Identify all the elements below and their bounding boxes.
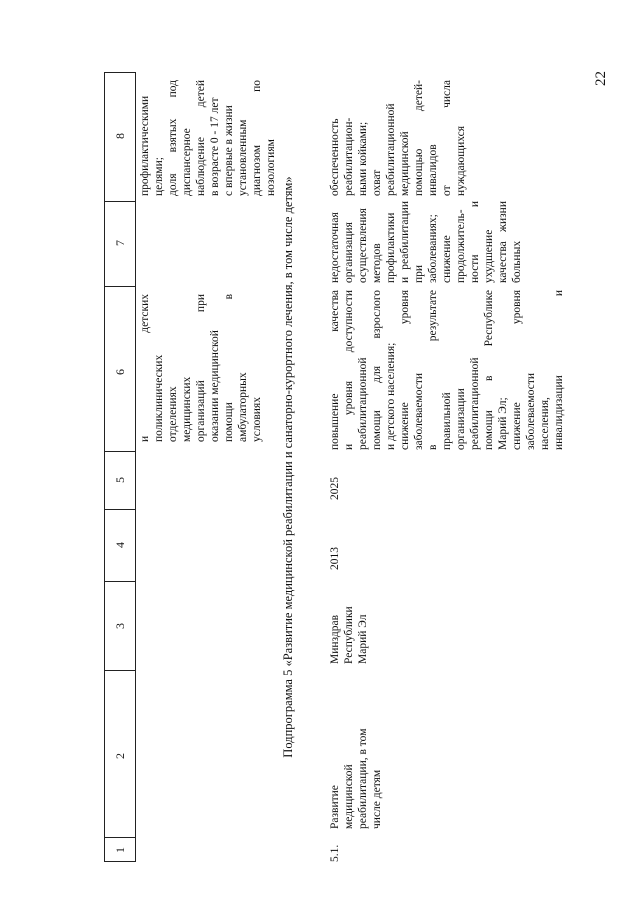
- consequences: недостаточная организация осуществления методов профилактики и реабилитации при заболеваниях; снижение продолжитель- ности и ухудшение качества жизни больных: [329, 201, 523, 283]
- page-number: 22: [593, 71, 609, 86]
- col-number-8: 8: [113, 133, 127, 139]
- col-number-1: 1: [113, 847, 127, 853]
- col-number-4: 4: [113, 542, 127, 548]
- table-header-row: [104, 72, 136, 862]
- subprogram-title: Подпрограмма 5 «Развитие медицинской реабилитации и санаторно-курортного лечения, в том числе детям»: [281, 176, 295, 758]
- measure-name: Развитие медицинской реабилитации, в том числе детям: [329, 728, 383, 829]
- rotated-table: [104, 72, 624, 862]
- executor: Минздрав Республики Марий Эл: [329, 606, 369, 664]
- continuation-col6: и детских поликлинических отделениях медицинских организаций при оказании медицинской помощи в амбулаторных условиях: [139, 294, 263, 442]
- col-number-3: 3: [113, 623, 127, 629]
- col-number-6: 6: [113, 369, 127, 375]
- col-number-5: 5: [113, 477, 127, 483]
- continuation-col8: профилактическими целями; доля взятых под диспансерное наблюдение детей в возрасте 0 - 17 лет с впервые в жизни установленным диагнозом по нозологиям: [139, 80, 277, 196]
- col-number-7: 7: [113, 240, 127, 246]
- indicators: обеспеченность реабилитацион- ными койками; охват реабилитационной медицинской помощью детей- инвалидов от числа нуждающихся: [329, 80, 467, 196]
- col-number-2: 2: [113, 753, 127, 759]
- row-number: 5.1.: [329, 844, 341, 862]
- expected-result: повышение качества и уровня доступности реабилитационной помощи для взрослого и детского населения; снижение уровня заболеваемости в результате правильной организации реабилитационной помощи в Республике Марий Эл; снижение уровня заболеваемости населения, инвалидизации и: [329, 290, 565, 450]
- end-year: 2025: [329, 477, 341, 500]
- start-year: 2013: [329, 547, 341, 570]
